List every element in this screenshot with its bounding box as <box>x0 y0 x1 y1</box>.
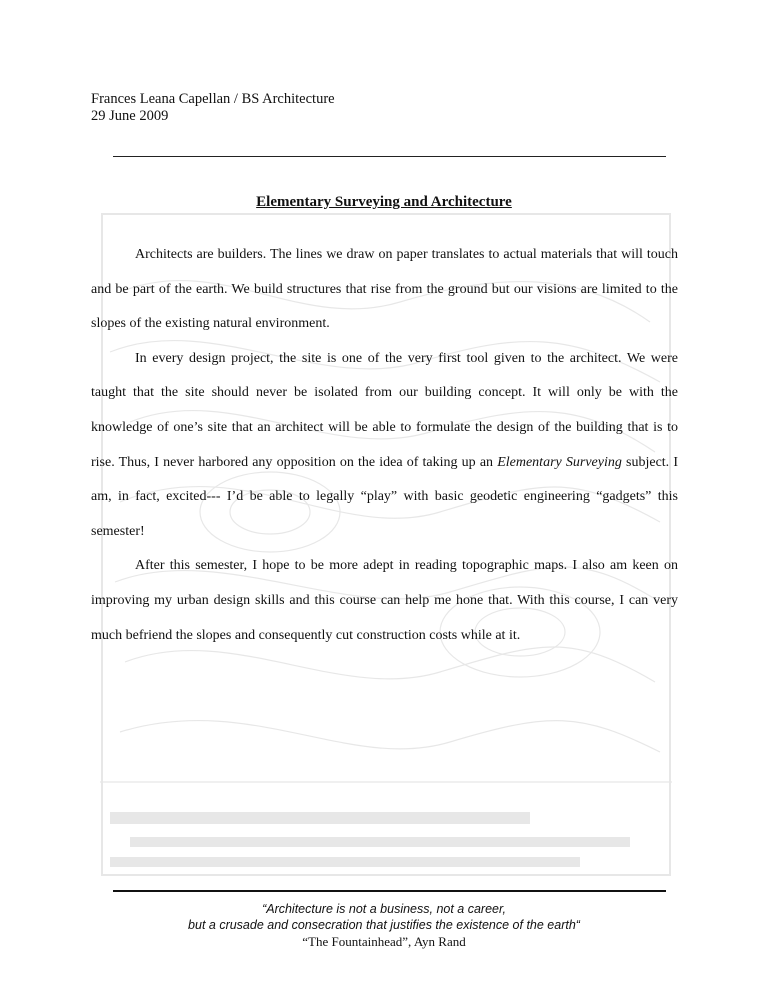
document-title: Elementary Surveying and Architecture <box>256 194 512 210</box>
author-line: Frances Leana Capellan / BS Architecture <box>91 91 335 107</box>
body-text <box>91 238 678 653</box>
date-line: 29 June 2009 <box>91 108 169 124</box>
header-divider <box>113 156 666 157</box>
paragraph-2 <box>91 342 678 550</box>
paragraph-2-emphasis: Elementary Surveying <box>497 454 622 470</box>
paragraph-3: After this semester, I hope to be more adept in reading topographic maps. I also am keen on improving my urban design skills and this course can help me hone that. With this course, I can very much befriend the slopes and consequently cut construction costs while at it. <box>91 558 678 643</box>
paragraph-1: Architects are builders. The lines we draw on paper translates to actual materials that will touch and be part of the earth. We build structures that rise from the ground but our visions are limited to the slopes of the existing natural environment. <box>91 247 678 332</box>
quote-line-1: “Architecture is not a business, not a career, <box>262 902 506 916</box>
footer-divider <box>113 890 666 892</box>
quote-line-2: but a crusade and consecration that justifies the existence of the earth“ <box>188 918 580 932</box>
paragraph-2-text-before: In every design project, the site is one of the very first tool given to the architect. We were taught that the site should never be isolated from our building concept. It will only be with the knowledge of one’s site that an architect will be able to formulate the design of the building that is to rise. Thus, I never harbored any opposition on the idea of taking up an <box>91 350 678 470</box>
footer-quote <box>0 901 768 950</box>
paragraph-2-text-after: subject. I am, in fact, excited--- I’d be able to legally “play” with basic geodetic engineering “gadgets” this semester! <box>91 454 678 539</box>
quote-attribution: “The Fountainhead”, Ayn Rand <box>302 934 466 949</box>
